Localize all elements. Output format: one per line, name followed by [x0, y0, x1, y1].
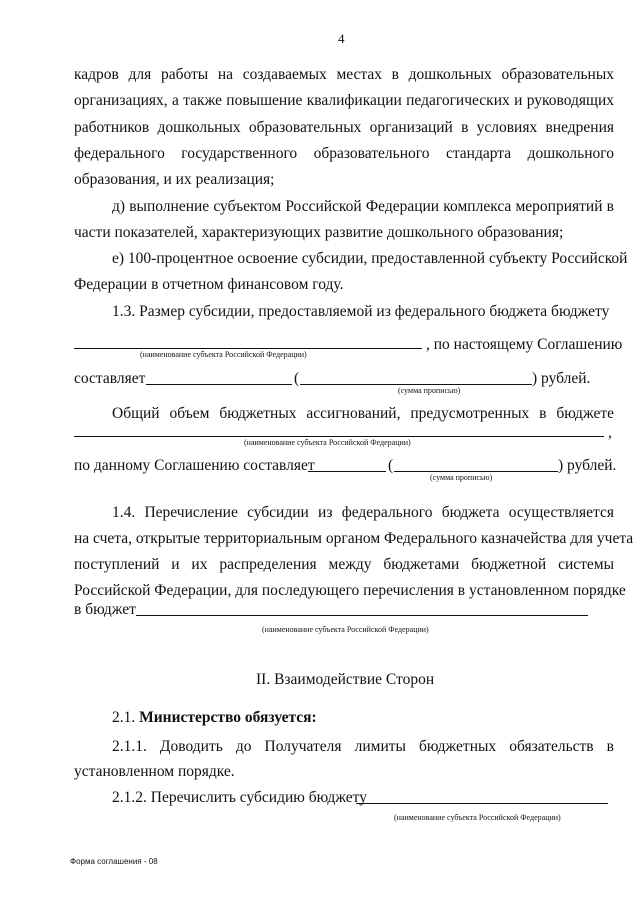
- s212-prefix: 2.1.2. Перечислить субсидию бюджету: [112, 789, 367, 806]
- s212-subject-blank: [356, 803, 608, 804]
- s211-line-2: установленном порядке.: [74, 763, 235, 780]
- s14-line-2: на счета, открытые территориальным органом Федерального казначейства для учета: [74, 530, 634, 547]
- item-d-line-2: части показателей, характеризующих развитие дошкольного образования;: [74, 224, 564, 241]
- s13b-rubles-tail: ) рублей.: [558, 457, 617, 474]
- s14-line-3: поступлений и их распределения между бюджетами бюджетной системы: [74, 556, 614, 573]
- s212-subject-caption: (наименование субъекта Российской Федерации): [394, 813, 561, 822]
- s14-line-1: 1.4. Перечисление субсидии из федерального бюджета осуществляется: [112, 504, 614, 521]
- p1-line-1: кадров для работы на создаваемых местах в дошкольных образовательных: [74, 66, 614, 83]
- p1-line-3: работников дошкольных образовательных организаций в условиях внедрения: [74, 119, 614, 136]
- s13b-sum-words-blank: [394, 471, 558, 472]
- s13b-line-1: Общий объем бюджетных ассигнований, предусмотренных в бюджете: [112, 405, 614, 422]
- s13-sum-caption: (сумма прописью): [398, 386, 461, 395]
- p1-line-2: организациях, а также повышение квалификации педагогических и руководящих: [74, 92, 614, 109]
- s13-rubles-tail: ) рублей.: [532, 370, 591, 387]
- s13-subject-blank: [74, 348, 422, 349]
- s13b-comma: ,: [608, 424, 612, 441]
- item-e-line-1: е) 100-процентное освоение субсидии, предоставленной субъекту Российской: [112, 250, 628, 267]
- s13-line-1: 1.3. Размер субсидии, предоставляемой из федерального бюджета бюджету: [112, 303, 610, 320]
- p1-line-4: федерального государственного образовательного стандарта дошкольного: [74, 145, 614, 162]
- s13b-subject-blank: [74, 436, 604, 437]
- section-2-heading: II. Взаимодействие Сторон: [256, 671, 435, 688]
- s21-bold-title: Министерство обязуется:: [139, 709, 317, 726]
- s14-subject-caption: (наименование субъекта Российской Федерации): [262, 625, 429, 634]
- p1-line-5: образования, и их реализация;: [74, 171, 275, 188]
- s13b-sum-caption: (сумма прописью): [430, 473, 493, 482]
- item-e-line-2: Федерации в отчетном финансовом году.: [74, 276, 344, 293]
- s13b-amount-label: по данному Соглашению составляет: [74, 457, 315, 474]
- s13-amount-label: составляет: [74, 370, 146, 387]
- s13-open-paren: (: [294, 370, 300, 387]
- page-number: 4: [338, 31, 345, 46]
- s14-line-5-prefix: в бюджет: [74, 601, 136, 618]
- s13b-subject-caption: (наименование субъекта Российской Федерации): [244, 438, 411, 447]
- s21-line: [112, 709, 317, 727]
- s13b-amount-blank: [308, 471, 386, 472]
- s13-amount-blank: [146, 384, 292, 385]
- s14-subject-blank: [136, 615, 588, 616]
- s13-subject-caption: (наименование субъекта Российской Федерации): [140, 350, 307, 359]
- form-footer: Форма соглашения - 08: [70, 857, 158, 866]
- s14-line-4: Российской Федерации, для последующего перечисления в установленном порядке: [74, 582, 626, 599]
- item-d-line-1: д) выполнение субъектом Российской Федерации комплекса мероприятий в: [112, 198, 614, 215]
- s21-number: 2.1.: [112, 709, 136, 726]
- s13-line-2-tail: , по настоящему Соглашению: [426, 336, 623, 353]
- s13b-open-paren: (: [388, 457, 394, 474]
- s211-line-1: 2.1.1. Доводить до Получателя лимиты бюджетных обязательств в: [112, 738, 614, 755]
- s13-sum-words-blank: [300, 384, 532, 385]
